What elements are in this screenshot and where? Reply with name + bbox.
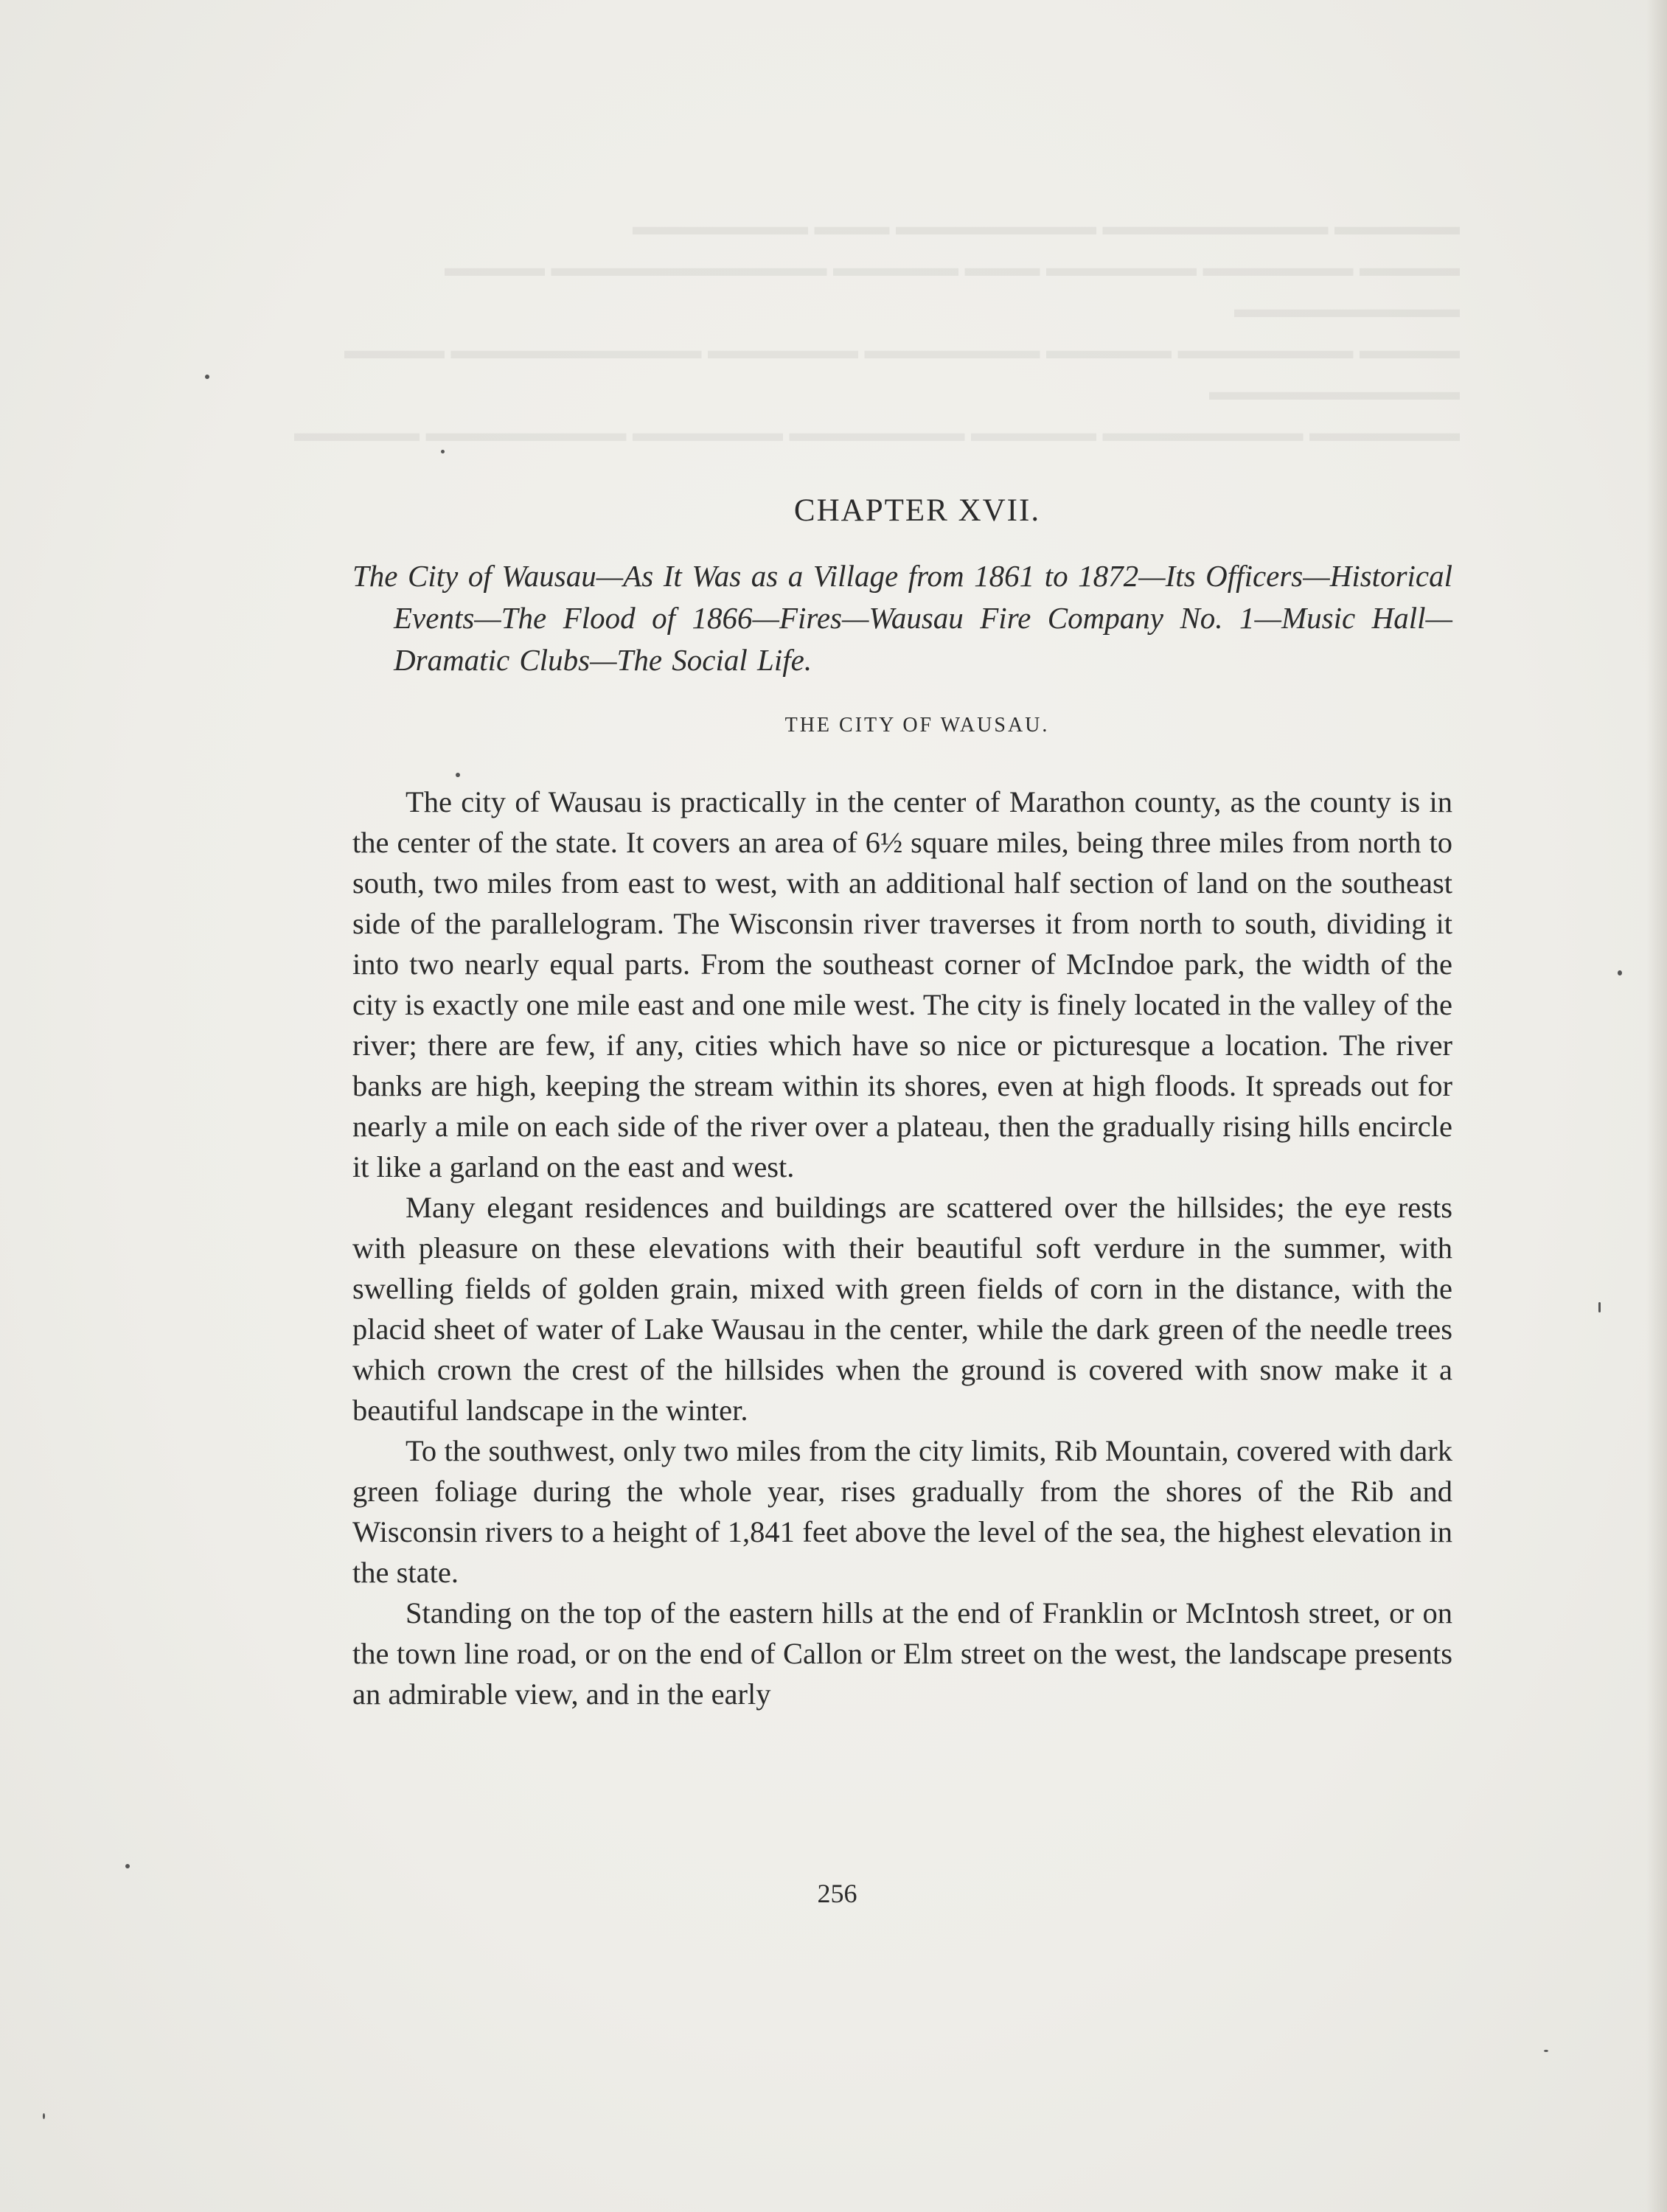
paper-speck [456,773,460,777]
page-number: 256 [817,1879,857,1908]
paragraph: Standing on the top of the eastern hills at the end of Franklin or McIntosh street, or on the town line road, or on the end of Callon or Elm street on the west, the landscape presents an admirable view, and in the early [352,1596,1452,1711]
paper-speck [205,375,209,379]
paper-speck [125,1864,130,1868]
chapter-title: CHAPTER XVII. [793,493,1041,528]
bleed-through-text: ▬▬▬▬▬ ▬▬▬▬▬▬▬▬▬ ▬▬▬▬▬▬▬▬ ▬▬▬ ▬▬▬▬▬▬▬ ▬▬▬▬ ▬▬▬▬▬▬ ▬▬▬▬▬▬ ▬▬▬ ▬▬▬▬▬ ▬▬▬▬▬▬▬▬▬▬▬ ▬▬▬▬ ▬▬▬▬▬▬▬▬▬ ▬▬▬▬ ▬▬▬▬▬▬▬ ▬▬▬▬▬ ▬▬▬▬▬▬▬ ▬▬▬▬▬▬ ▬▬▬▬▬▬▬▬▬▬ ▬▬▬▬ ▬▬▬▬▬▬▬▬▬▬ ▬▬▬▬▬▬ ▬▬▬▬▬▬▬▬ ▬▬▬▬▬ ▬▬▬▬▬▬▬ ▬▬▬▬▬▬ ▬▬▬▬▬▬▬▬ ▬▬▬▬▬ [294,213,1460,447]
paper-speck [1618,970,1622,975]
page-content [352,493,1452,1714]
paragraph: The city of Wausau is practically in the center of Marathon county, as the county is in the center of the state. It covers an area of 6½ square miles, being three miles from north to south, two miles from east to west, with an additional half section of land on the southeast side of the parallelogram. The Wisconsin river traverses it from north to south, dividing it into two nearly equal parts. From the southeast corner of McIndoe park, the width of the city is exactly one mile east and one mile west. The city is finely located in the valley of the river; there are few, if any, cities which have so nice or picturesque a location. The river banks are high, keeping the stream within its shores, even at high floods. It spreads out for nearly a mile on each side of the river over a plateau, then the gradually rising hills encircle it like a garland on the east and west. [352,785,1452,1183]
chapter-summary: The City of Wausau—As It Was as a Village from 1861 to 1872—Its Officers—Historical Events—The Flood of 1866—Fires—Wausau Fire Company No. 1—Music Hall—Dramatic Clubs—The Social Life. [352,559,1452,677]
section-title: THE CITY OF WAUSAU. [784,714,1050,737]
paragraph: To the southwest, only two miles from the city limits, Rib Mountain, covered with dark green foliage during the whole year, rises gradually from the shores of the Rib and Wisconsin rivers to a height of 1,841 feet above the level of the sea, the highest elevation in the state. [352,1434,1452,1589]
paper-speck [43,2113,45,2119]
paragraph: Many elegant residences and buildings are scattered over the hillsides; the eye rests with pleasure on these elevations with their beautiful soft verdure in the summer, with swelling fields of golden grain, mixed with green fields of corn in the distance, with the placid sheet of water of Lake Wausau in the center, while the dark green of the needle trees which crown the crest of the hillsides when the ground is covered with snow make it a beautiful landscape in the winter. [352,1191,1452,1427]
paper-speck [1544,2050,1548,2052]
paper-speck [441,450,445,453]
paper-speck [1598,1302,1601,1312]
